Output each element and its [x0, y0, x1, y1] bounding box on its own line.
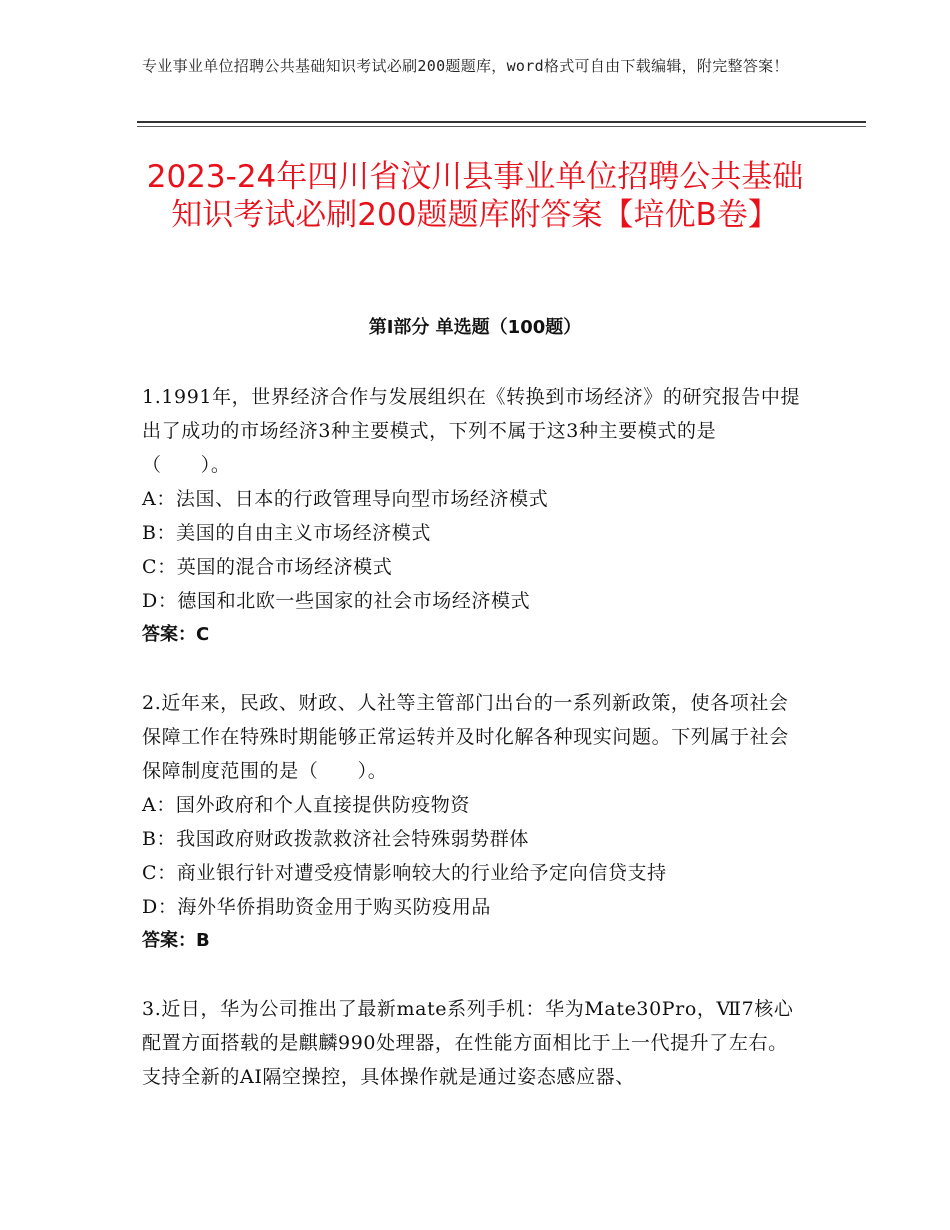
option-c: C：商业银行针对遭受疫情影响较大的行业给予定向信贷支持: [142, 862, 667, 884]
document-title: 2023-24年四川省汶川县事业单位招聘公共基础知识考试必刷200题题库附答案【培优B卷】: [146, 159, 804, 233]
header-note: 专业事业单位招聘公共基础知识考试必刷200题题库，word格式可自由下载编辑，附完整答案！: [142, 57, 789, 75]
answer: 答案：C: [142, 624, 210, 645]
section-title: 第Ⅰ部分 单选题（100题）: [368, 317, 582, 338]
question-2: [142, 686, 802, 958]
option-a: A：国外政府和个人直接提供防疫物资: [142, 794, 470, 816]
header-rule-thin: [137, 126, 866, 127]
option-a: A：法国、日本的行政管理导向型市场经济模式: [142, 488, 549, 510]
option-d: D：海外华侨捐助资金用于购买防疫用品: [142, 896, 492, 918]
option-d: D：德国和北欧一些国家的社会市场经济模式: [142, 590, 531, 612]
question-3: [142, 992, 802, 1094]
header-rule-thick: [137, 121, 866, 123]
question-stem: 3.近日，华为公司推出了最新mate系列手机：华为Mate30Pro，Ⅶ7核心配置方面搭载的是麒麟990处理器，在性能方面相比于上一代提升了左右。支持全新的AI隔空操控，具体操作就是通过姿态感应器、: [142, 998, 794, 1088]
question-list: [142, 380, 802, 1128]
option-b: B：我国政府财政拨款救济社会特殊弱势群体: [142, 828, 529, 850]
question-1: [142, 380, 802, 652]
option-c: C：英国的混合市场经济模式: [142, 556, 393, 578]
option-b: B：美国的自由主义市场经济模式: [142, 522, 431, 544]
question-stem: 2.近年来，民政、财政、人社等主管部门出台的一系列新政策，使各项社会保障工作在特殊时期能够正常运转并及时化解各种现实问题。下列属于社会保障制度范围的是（ ）。: [142, 692, 789, 782]
question-stem: 1.1991年，世界经济合作与发展组织在《转换到市场经济》的研究报告中提出了成功的市场经济3种主要模式，下列不属于这3种主要模式的是（ ）。: [142, 386, 801, 476]
answer: 答案：B: [142, 930, 210, 951]
